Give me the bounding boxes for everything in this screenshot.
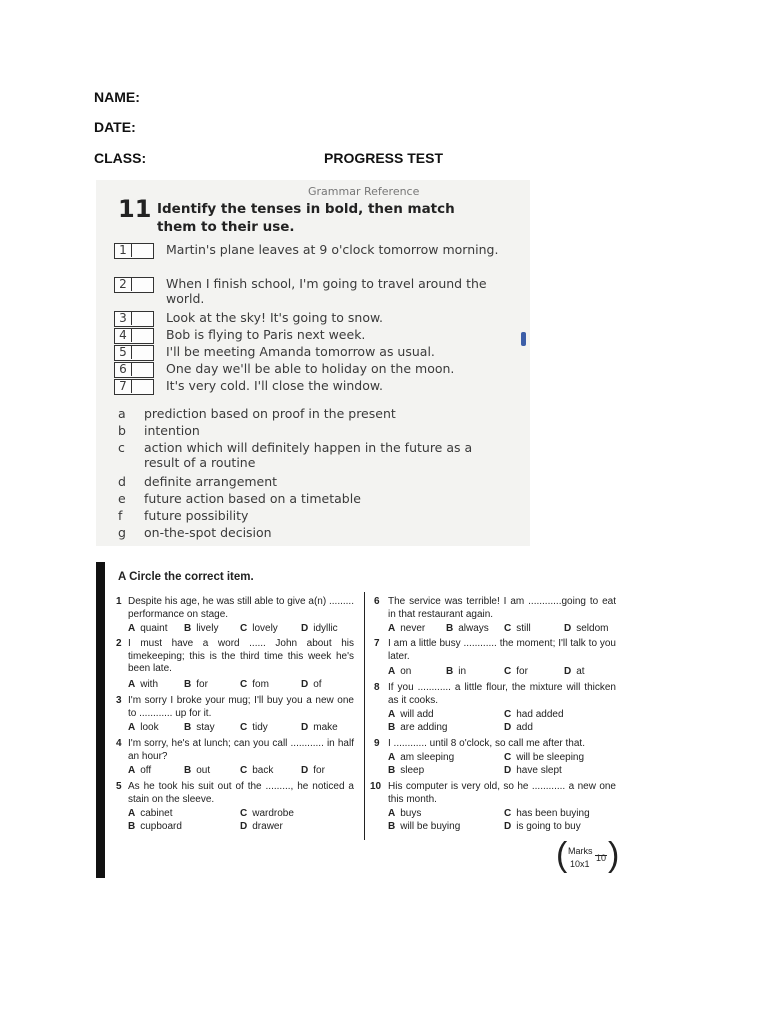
page-title: PROGRESS TEST	[324, 150, 444, 166]
use-item: e future action based on a timetable	[118, 491, 361, 506]
right-paren-icon: )	[608, 836, 620, 874]
column-divider	[364, 592, 365, 840]
sentence-text: Bob is flying to Paris next week.	[166, 327, 366, 342]
exercise-a-scan: A Circle the correct item. 1 Despite his age, he was still able to give a(n) ......... performance on stage. A quaint B lively C lovely D idyllic 2 I must have a word ...... John about his timekeeping; this is the third time this week he's been late. A with B for C fom D of 3 I'm sorry I broke your mug; I'll buy you a new one to ............ up for it. A look B stay C tidy D make 4 I'm sorry, he's at lunch; can you call ............ in half an hour? A off B out C back D for 5 As he took his suit out of the ........., he noticed a stain on the sleeve. A cabinet C wardrobe B cupboard D drawer 6 The service was terrible! I am ............going to eat in that restaurant again. A never B always C still D seldom 7 I am a little busy ............ the moment; I'll talk to you later. A on B in C for D at 8 If you ............ a little flour, the mixture will thicken as it cooks. A will add C had added B are adding D add 9 I ............ until 8 o'clock, so call me after that. A am sleeping C will be sleeping B sleep D have slept 10 His computer is very old, so he ............ a new one this month. A buys C has been buying B will be buying D is going to buy ( Marks 10x1 10 )	[96, 562, 623, 880]
use-item: d definite arrangement	[118, 474, 278, 489]
left-black-bar	[96, 562, 105, 878]
left-paren-icon: (	[556, 836, 568, 874]
class-label: CLASS:	[94, 150, 147, 166]
page-tab-marker	[521, 332, 526, 346]
exercise-11-scan	[96, 180, 530, 546]
use-item: c action which will definitely happen in the future as a result of a routine	[118, 440, 473, 470]
date-label: DATE:	[94, 119, 136, 135]
exercise-number: 11	[118, 195, 152, 223]
sentence-text: It's very cold. I'll close the window.	[166, 378, 383, 393]
answer-box: 4	[114, 328, 154, 344]
sentence-text: When I finish school, I'm going to travel around the world.	[166, 276, 487, 306]
use-item: b intention	[118, 423, 200, 438]
grammar-reference-label: Grammar Reference	[308, 185, 420, 198]
exercise-instruction: Identify the tenses in bold, then match them to their use.	[157, 201, 455, 235]
section-title: A Circle the correct item.	[118, 571, 254, 583]
use-item: f future possibility	[118, 508, 249, 523]
use-item: g on-the-spot decision	[118, 525, 272, 540]
marks-label: Marks	[568, 846, 593, 856]
answer-box: 5	[114, 345, 154, 361]
answer-box: 3	[114, 311, 154, 327]
sentence-text: One day we'll be able to holiday on the moon.	[166, 361, 455, 376]
marks-multiplier: 10x1	[570, 859, 590, 869]
answer-box: 2	[114, 277, 154, 293]
marks-box	[556, 836, 620, 878]
answer-box: 1	[114, 243, 154, 259]
sentence-text: I'll be meeting Amanda tomorrow as usual.	[166, 344, 435, 359]
answer-box: 6	[114, 362, 154, 378]
marks-total: 10	[596, 853, 607, 863]
use-item: a prediction based on proof in the present	[118, 406, 396, 421]
answer-box: 7	[114, 379, 154, 395]
sentence-text: Look at the sky! It's going to snow.	[166, 310, 384, 325]
name-label: NAME:	[94, 89, 140, 105]
sentence-text: Martin's plane leaves at 9 o'clock tomorrow morning.	[166, 242, 499, 257]
